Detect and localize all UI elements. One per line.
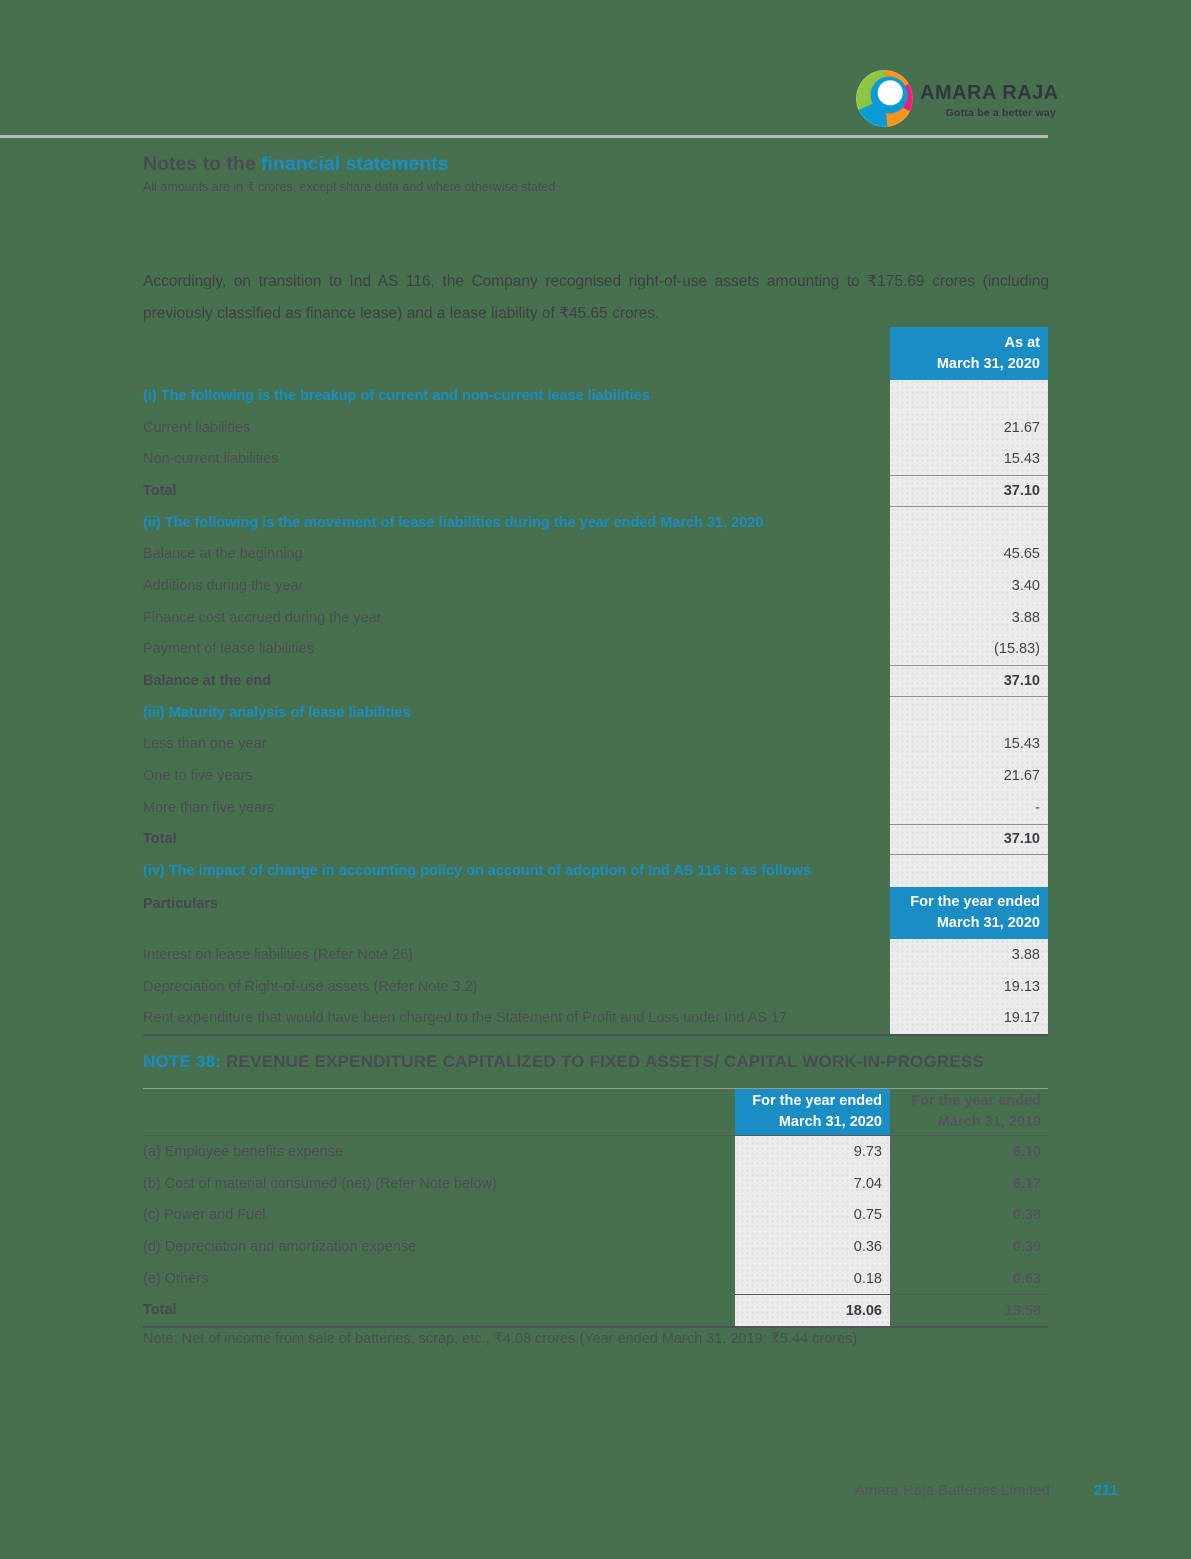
row-label: (c) Power and Fuel (143, 1207, 266, 1224)
row-value-fy2020: 7.04 (735, 1168, 890, 1200)
row-value-fy2019: 13.58 (890, 1294, 1048, 1326)
table-row (143, 887, 1048, 939)
row-value: 37.10 (890, 824, 1048, 856)
table-row (143, 634, 1048, 666)
row-value: 37.10 (890, 475, 1048, 507)
row-label: Balance at the beginning (143, 546, 303, 563)
table-footnote: Note: Net of income from sale of batteries, scrap, etc., ₹4.08 crores (Year ended March 31, 2019: ₹5.44 crores) (143, 1331, 858, 1347)
table-row (143, 665, 1048, 697)
table-row (143, 855, 1048, 887)
column-header-line1: For the year ended (752, 1093, 882, 1109)
column-header-line1: As at (1004, 334, 1040, 351)
row-label: Total (143, 1302, 177, 1319)
table-row (143, 538, 1048, 570)
row-value: 37.10 (890, 665, 1048, 697)
column-header-line1: For the year ended (911, 1093, 1041, 1109)
row-label: Current liabilities (143, 419, 251, 436)
column-header-fy2020 (890, 887, 1048, 939)
table-row (143, 824, 1048, 856)
amara-raja-logo-icon (856, 70, 913, 127)
table-row (143, 570, 1048, 602)
note38-heading-text: REVENUE EXPENDITURE CAPITALIZED TO FIXED ASSETS/ CAPITAL WORK-IN-PROGRESS (221, 1052, 984, 1071)
row-label: Payment of lease liabilities (143, 641, 314, 658)
row-label: (iv) The impact of change in accounting policy on account of adoption of Ind AS 116 is as follows (143, 863, 812, 880)
table-row (143, 971, 1048, 1003)
row-label: Total (143, 482, 177, 499)
header-divider (0, 135, 1048, 138)
row-value-fy2020: 9.73 (735, 1136, 890, 1168)
table-row (143, 792, 1048, 824)
table-row (143, 760, 1048, 792)
row-label: (d) Depreciation and amortization expense (143, 1238, 417, 1255)
table-row (143, 443, 1048, 475)
footer-page-number: 211 (1093, 1482, 1118, 1499)
table-row (143, 697, 1048, 729)
row-label: (e) Others (143, 1270, 209, 1287)
note38-heading (143, 1052, 984, 1072)
table-row (143, 475, 1048, 507)
page-title-prefix: Notes to the (143, 153, 262, 175)
row-value-fy2019: 6.17 (1012, 1175, 1041, 1192)
table-row (143, 1168, 1048, 1200)
table-row (143, 1231, 1048, 1263)
table-row (143, 1136, 1048, 1168)
row-value (890, 507, 1048, 539)
column-header-line2: March 31, 2020 (778, 1114, 882, 1130)
row-label: (i) The following is the breakup of current and non-current lease liabilities (143, 387, 650, 404)
logo-text-block (920, 82, 1059, 119)
page-subtitle: All amounts are in ₹ crores, except share data and where otherwise stated (143, 180, 556, 194)
row-label: Interest on lease liabilities (Refer Note 26) (143, 946, 413, 963)
row-label: Less than one year (143, 736, 267, 753)
row-label: Balance at the end (143, 673, 272, 690)
row-value: 21.67 (890, 412, 1048, 444)
column-header-asat-2020 (890, 327, 1048, 380)
row-label: (a) Employee benefits expense (143, 1143, 343, 1160)
note38-number: NOTE 38: (143, 1052, 222, 1071)
brand-tagline: Gotta be a better way (945, 107, 1056, 119)
table-row (143, 602, 1048, 634)
row-value (890, 380, 1048, 412)
row-label: (iii) Maturity analysis of lease liabilities (143, 704, 411, 721)
row-label: One to five years (143, 768, 253, 785)
table-row (143, 939, 1048, 971)
row-label: Non-current liabilities (143, 451, 279, 468)
row-value: 19.17 (890, 1002, 1048, 1034)
row-value-fy2019: 0.63 (1012, 1270, 1041, 1287)
lease-liabilities-table (143, 327, 1048, 1036)
table-row (143, 729, 1048, 761)
row-value: - (890, 792, 1048, 824)
revenue-expenditure-header (143, 1089, 1048, 1136)
row-value: 3.88 (890, 939, 1048, 971)
company-logo (856, 68, 1059, 132)
row-value: 45.65 (890, 538, 1048, 570)
row-value (890, 855, 1048, 887)
row-value-fy2020: 0.36 (735, 1231, 890, 1263)
row-label: Depreciation of Right-of-use assets (Refer Note 3.2) (143, 978, 478, 995)
column-header-line2: March 31, 2019 (937, 1114, 1041, 1130)
row-label: (ii) The following is the movement of lease liabilities during the year ended March 31, 2020 (143, 514, 764, 531)
row-label: Finance cost accrued during the year (143, 609, 382, 626)
row-label: Rent expenditure that would have been charged to the Statement of Profit and Loss under Ind AS 17 (143, 1010, 788, 1027)
column-header-fy2020 (735, 1089, 890, 1135)
intro-paragraph: Accordingly, on transition to Ind AS 116, the Company recognised right-of-use assets amounting to ₹175.69 crores (including previously classified as finance lease) and a lease liability of ₹45.65 crores. (143, 273, 1049, 322)
row-label: Additions during the year (143, 577, 304, 594)
table-row (143, 507, 1048, 539)
row-value-fy2020: 18.06 (735, 1294, 890, 1326)
row-value: 19.13 (890, 971, 1048, 1003)
row-value-fy2020: 0.18 (735, 1263, 890, 1295)
row-value: (15.83) (890, 634, 1048, 666)
column-header-line1: For the year ended (910, 894, 1040, 910)
row-value: 3.88 (890, 602, 1048, 634)
revenue-expenditure-table-rows (143, 1136, 1048, 1328)
table-row (143, 412, 1048, 444)
column-header-fy2019 (890, 1089, 1048, 1135)
row-label: More than five years (143, 799, 275, 816)
table-row (143, 1199, 1048, 1231)
lease-liabilities-table-rows (143, 380, 1048, 1036)
column-header-line2: March 31, 2020 (936, 355, 1040, 372)
row-value-fy2019: 0.30 (1012, 1238, 1041, 1255)
table-row (143, 1002, 1048, 1034)
revenue-expenditure-table (143, 1088, 1048, 1328)
row-value-fy2020: 0.75 (735, 1199, 890, 1231)
row-value: 15.43 (890, 729, 1048, 761)
row-label: Total (143, 831, 177, 848)
row-value-fy2019: 0.38 (1012, 1207, 1041, 1224)
row-label: (b) Cost of material consumed (net) (Refer Note below) (143, 1175, 497, 1192)
brand-name: AMARA RAJA (920, 82, 1059, 104)
page-footer (143, 1482, 1118, 1499)
page-title (143, 153, 449, 176)
row-value: 3.40 (890, 570, 1048, 602)
page-title-accent: financial statements (261, 153, 449, 175)
row-label: Particulars (143, 896, 218, 912)
table-row (143, 1263, 1048, 1295)
row-value-fy2019: 6.10 (1012, 1143, 1041, 1160)
table-row (143, 1294, 1048, 1326)
row-value: 15.43 (890, 443, 1048, 475)
row-value: 21.67 (890, 760, 1048, 792)
column-header-line2: March 31, 2020 (936, 915, 1040, 931)
footer-company-name: Amara Raja Batteries Limited (854, 1482, 1050, 1499)
row-value (890, 697, 1048, 729)
table-row (143, 380, 1048, 412)
